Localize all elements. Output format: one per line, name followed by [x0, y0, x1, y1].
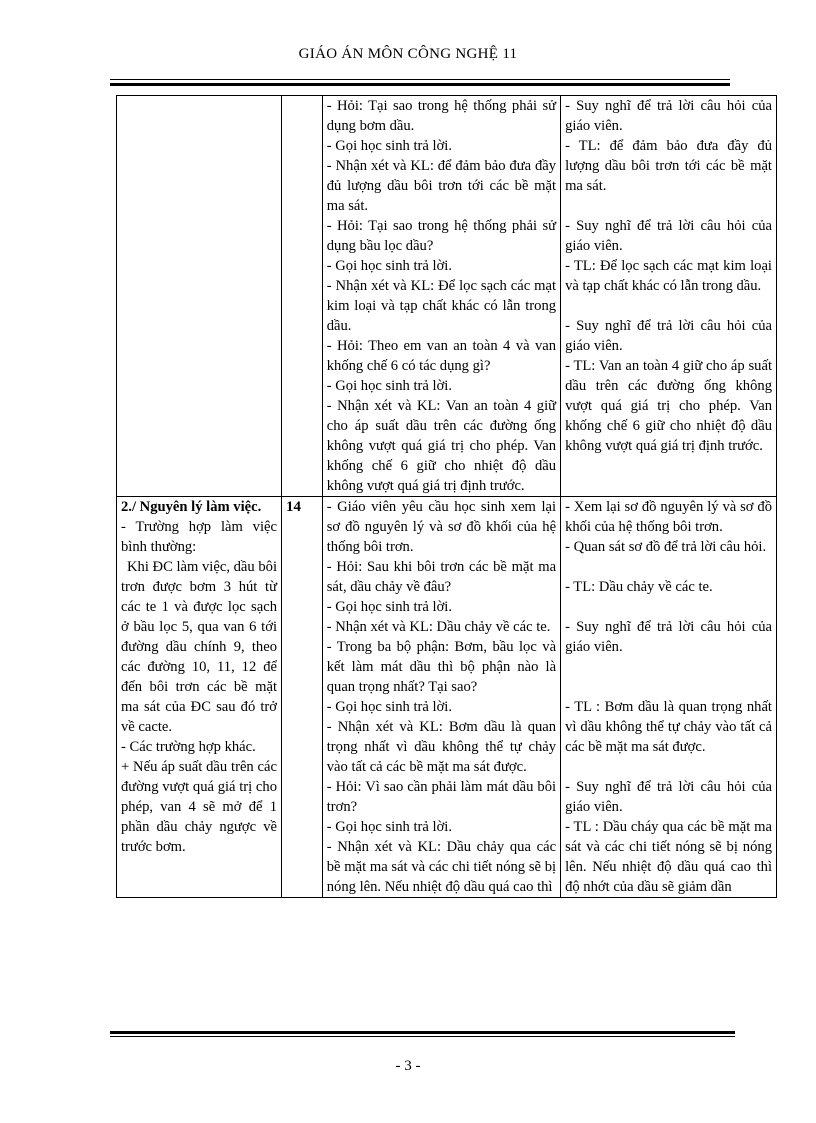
teacher-line: - Gọi học sinh trả lời. — [326, 258, 452, 274]
table-row — [117, 96, 777, 497]
content-line: - Các trường hợp khác. — [121, 739, 256, 755]
teacher-activity-cell — [322, 497, 560, 898]
teacher-line: - Trong ba bộ phận: Bơm, bầu lọc và kết làm mát dầu thì bộ phận nào là quan trọng nhất? Tại sao? — [326, 639, 557, 695]
teacher-line: - Gọi học sinh trả lời. — [326, 138, 452, 154]
teacher-line: - Hỏi: Tại sao trong hệ thống phải sử dụng bầu lọc dầu? — [326, 218, 557, 254]
student-line: - Quan sát sơ đồ để trả lời câu hỏi. — [565, 539, 767, 555]
student-line — [565, 296, 772, 316]
footer-rule-thick — [110, 1031, 735, 1034]
student-line — [565, 597, 772, 617]
student-activity-cell — [561, 497, 777, 898]
student-line: - TL: để đảm bảo đưa đầy đủ lượng dầu bôi trơn tới các bề mặt ma sát. — [565, 138, 772, 194]
teacher-activity-cell — [322, 96, 560, 497]
time-cell — [282, 96, 323, 497]
teacher-line: - Hỏi: Sau khi bôi trơn các bề mặt ma sát, dầu chảy về đâu? — [326, 559, 557, 595]
teacher-line: - Giáo viên yêu cầu học sinh xem lại sơ đồ nguyên lý và sơ đồ khối của hệ thống bôi trơn. — [326, 499, 557, 555]
student-line — [565, 557, 772, 577]
teacher-line: - Nhận xét và KL: Để lọc sạch các mạt kim loại và tạp chất khác có lẫn trong dầu. — [326, 278, 557, 334]
teacher-line: - Nhận xét và KL: Dầu chảy qua các bề mặt ma sát và các chi tiết nóng sẽ bị nóng lên. Nếu nhiệt độ dầu quá cao thì — [326, 839, 557, 895]
content-line: Khi ĐC làm việc, dầu bôi trơn được bơm 3 hút từ các te 1 và được lọc sạch ở bầu lọc 5, qua van 6 tới đường dầu chính 9, theo các đường 10, 11, 12 để đến bôi trơn các bề mặt ma sát của ĐC sau đó trở về cacte. — [121, 559, 277, 735]
content-cell — [117, 497, 282, 898]
section-heading: 2./ Nguyên lý làm việc. — [121, 499, 262, 515]
header-rule-thick — [110, 83, 730, 86]
table-row — [117, 497, 777, 898]
student-activity-cell — [561, 96, 777, 497]
student-line: - TL : Dầu cháy qua các bề mặt ma sát và các chi tiết nóng sẽ bị nóng lên. Nếu nhiệt độ dầu quá cao thì độ nhớt của dầu sẽ giảm dần — [565, 819, 772, 895]
student-line: - Suy nghĩ để trả lời câu hỏi của giáo viên. — [565, 619, 772, 655]
header-rule-thin — [110, 79, 730, 80]
student-line: - TL: Van an toàn 4 giữ cho áp suất dầu trên các đường ống không vượt quá giá trị cho phép. Van khống chế 6 giữ cho nhiệt độ dầu không vượt quá giá trị định trước. — [565, 358, 772, 454]
footer-rule-thin — [110, 1036, 735, 1037]
teacher-line: - Nhận xét và KL: để đảm bảo đưa đầy đủ lượng dầu bôi trơn tới các bề mặt ma sát. — [326, 158, 557, 214]
teacher-line: - Hỏi: Vì sao cần phải làm mát dầu bôi trơn? — [326, 779, 557, 815]
teacher-line: - Hỏi: Theo em van an toàn 4 và van khống chế 6 có tác dụng gì? — [326, 338, 557, 374]
teacher-line: - Gọi học sinh trả lời. — [326, 599, 452, 615]
student-line — [565, 196, 772, 216]
student-line: - TL: Để lọc sạch các mạt kim loại và tạp chất khác có lẫn trong dầu. — [565, 258, 772, 294]
student-line: - TL : Bơm dầu là quan trọng nhất vì dầu không thể tự chảy vào tất cả các bề mặt ma sát được. — [565, 699, 772, 755]
student-line: - Suy nghĩ để trả lời câu hỏi của giáo viên. — [565, 98, 772, 134]
content-cell — [117, 96, 282, 497]
teacher-line: - Gọi học sinh trả lời. — [326, 699, 452, 715]
lesson-table — [116, 95, 777, 898]
student-line — [565, 677, 772, 697]
page-header-title: GIÁO ÁN MÔN CÔNG NGHỆ 11 — [298, 46, 518, 62]
student-line: - TL: Dầu chảy về các te. — [565, 579, 713, 595]
content-line: + Nếu áp suất dầu trên các đường vượt quá giá trị cho phép, van 4 sẽ mở để 1 phần dầu chảy ngược về trước bơm. — [121, 759, 277, 855]
student-line: - Suy nghĩ để trả lời câu hỏi của giáo viên. — [565, 779, 772, 815]
content-line: - Trường hợp làm việc bình thường: — [121, 519, 277, 555]
student-line: - Suy nghĩ để trả lời câu hỏi của giáo viên. — [565, 218, 772, 254]
teacher-line: - Gọi học sinh trả lời. — [326, 819, 452, 835]
student-line: - Xem lại sơ đồ nguyên lý và sơ đồ khối của hệ thống bôi trơn. — [565, 499, 772, 535]
student-line — [565, 657, 772, 677]
student-line — [565, 757, 772, 777]
teacher-line: - Nhận xét và KL: Bơm dầu là quan trọng nhất vì dầu không thể tự chảy vào tất cả các bề mặt ma sát được. — [326, 719, 557, 775]
time-cell: 14 — [282, 497, 323, 898]
teacher-line: - Nhận xét và KL: Dầu chảy về các te. — [326, 619, 551, 635]
teacher-line: - Gọi học sinh trả lời. — [326, 378, 452, 394]
teacher-line: - Hỏi: Tại sao trong hệ thống phải sử dụng bơm dầu. — [326, 98, 557, 134]
student-line: - Suy nghĩ để trả lời câu hỏi của giáo viên. — [565, 318, 772, 354]
teacher-line: - Nhận xét và KL: Van an toàn 4 giữ cho áp suất dầu trên các đường ống không vượt quá giá trị cho phép. Van khống chế 6 giữ cho nhiệt độ dầu không vượt quá giá trị định trước. — [326, 398, 557, 494]
page-number: - 3 - — [395, 1058, 421, 1074]
